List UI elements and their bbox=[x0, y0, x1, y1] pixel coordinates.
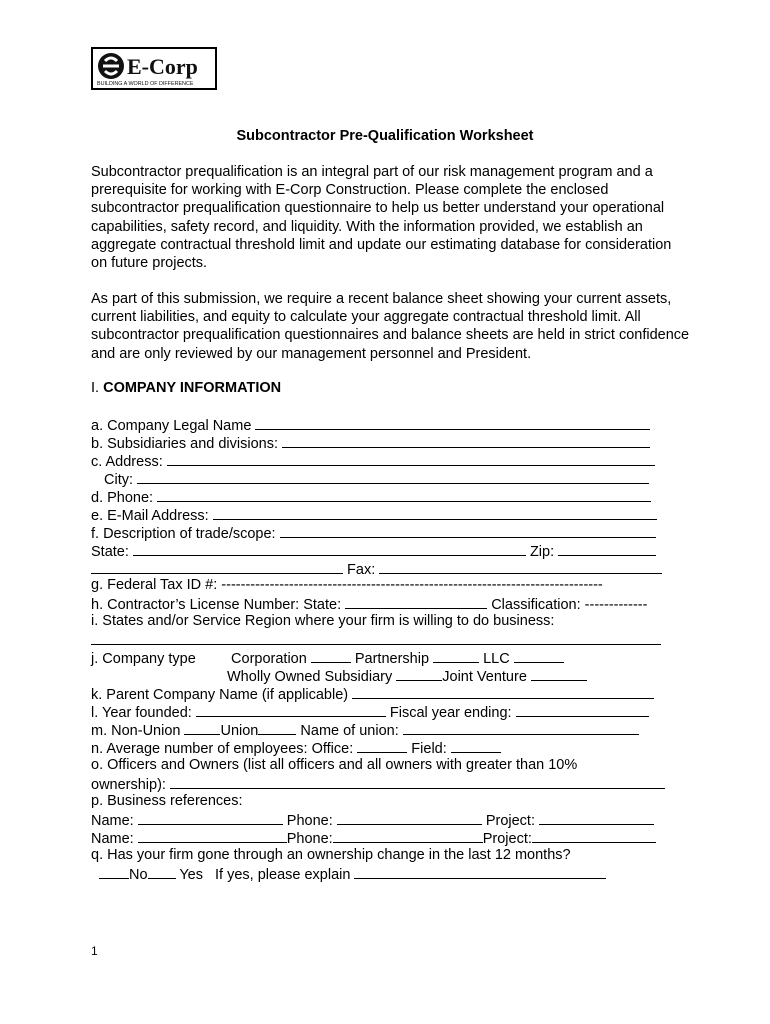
address-field[interactable] bbox=[167, 451, 655, 466]
license-row bbox=[91, 594, 647, 612]
classification-label: Classification: bbox=[491, 597, 581, 613]
parent-company-label: k. Parent Company Name (if applicable) bbox=[91, 687, 349, 703]
logo-tagline: BUILDING A WORLD OF DIFFERENCE bbox=[97, 81, 194, 87]
section-name: COMPANY INFORMATION bbox=[103, 380, 282, 396]
employees-label: n. Average number of employees: Office: bbox=[91, 741, 354, 757]
company-type-row-2 bbox=[227, 666, 587, 684]
references-label: p. Business references: bbox=[91, 793, 243, 809]
subsidiaries-label: b. Subsidiaries and divisions: bbox=[91, 436, 278, 452]
phone-row bbox=[91, 487, 651, 505]
city-label: City: bbox=[104, 472, 133, 488]
ref2-phone-field[interactable] bbox=[333, 828, 483, 843]
subsidiaries-field[interactable] bbox=[282, 433, 650, 448]
email-label: e. E-Mail Address: bbox=[91, 508, 209, 524]
yes-blank[interactable] bbox=[148, 864, 176, 879]
union-label: Union bbox=[220, 723, 259, 739]
page-number: 1 bbox=[91, 944, 98, 958]
license-state-field[interactable] bbox=[345, 594, 487, 609]
intro-paragraph-1: Subcontractor prequalification is an integral part of our risk management program and a prerequisite for working with E-Corp Construction. Please complete the enclosed subcontractor prequalification questionnaire to help us better understand your operational capabilities, safety record, and liquidity. With the information provided, we establish an aggregate contractual threshold limit and update our estimating database for consideration on future projects. bbox=[91, 164, 672, 272]
service-region-label: i. States and/or Service Region where your firm is willing to do business: bbox=[91, 613, 555, 629]
email-row bbox=[91, 505, 657, 523]
no-label: No bbox=[129, 867, 148, 883]
page-title: Subcontractor Pre-Qualification Worksheet bbox=[236, 128, 534, 144]
field-employees-field[interactable] bbox=[451, 738, 501, 753]
state-zip-row bbox=[91, 541, 656, 559]
fax-field[interactable] bbox=[379, 559, 662, 574]
corporation-label: Corporation bbox=[231, 651, 307, 667]
city-field[interactable] bbox=[137, 469, 649, 484]
year-founded-row bbox=[91, 702, 649, 720]
phone-field[interactable] bbox=[157, 487, 651, 502]
trade-row bbox=[91, 523, 656, 541]
ecorp-logo bbox=[91, 47, 217, 90]
union-row bbox=[91, 720, 639, 738]
yes-label: Yes bbox=[179, 867, 203, 883]
partnership-blank[interactable] bbox=[433, 648, 479, 663]
reference-row-1 bbox=[91, 810, 654, 828]
ownership-field[interactable] bbox=[170, 774, 665, 789]
zip-label: Zip: bbox=[529, 544, 555, 560]
union-name-field[interactable] bbox=[403, 720, 639, 735]
intro-paragraph-2: As part of this submission, we require a recent balance sheet showing your current assets, current liabilities, and equity to calculate your aggregate contractual threshold limit. All subcontractor prequalification questionnaires and balance sheets are held in strict confidence and are only reviewed by our management personnel and President. bbox=[91, 291, 690, 362]
ownership-change-answer-row bbox=[99, 864, 606, 882]
ref2-name-field[interactable] bbox=[138, 828, 287, 843]
ref2-phone-label: Phone: bbox=[286, 831, 333, 847]
field-employees-label: Field: bbox=[411, 741, 447, 757]
ref1-phone-field[interactable] bbox=[337, 810, 482, 825]
corporation-blank[interactable] bbox=[311, 648, 351, 663]
ownership-label: ownership): bbox=[91, 777, 166, 793]
address-label: c. Address: bbox=[91, 454, 163, 470]
phone-label: d. Phone: bbox=[91, 490, 154, 506]
fax-row bbox=[91, 559, 662, 577]
llc-blank[interactable] bbox=[514, 648, 564, 663]
ownership-row bbox=[91, 774, 665, 792]
fiscal-year-field[interactable] bbox=[516, 702, 649, 717]
explain-field[interactable] bbox=[354, 864, 606, 879]
officers-label: o. Officers and Owners (list all officers and all owners with greater than 10% bbox=[91, 757, 578, 773]
company-name-field[interactable] bbox=[255, 415, 650, 430]
ref1-name-label: Name: bbox=[91, 813, 134, 829]
parent-company-field[interactable] bbox=[352, 684, 654, 699]
ref1-name-field[interactable] bbox=[138, 810, 283, 825]
company-type-row bbox=[91, 648, 564, 666]
non-union-label: m. Non-Union bbox=[91, 723, 181, 739]
wholly-owned-blank[interactable] bbox=[396, 666, 442, 681]
union-name-label: Name of union: bbox=[300, 723, 399, 739]
partnership-label: Partnership bbox=[354, 651, 430, 667]
no-blank[interactable] bbox=[99, 864, 129, 879]
trade-field[interactable] bbox=[280, 523, 656, 538]
company-type-label: j. Company type bbox=[91, 651, 196, 667]
fax-prefix-field[interactable] bbox=[91, 559, 343, 574]
explain-label: If yes, please explain bbox=[215, 867, 351, 883]
year-founded-field[interactable] bbox=[196, 702, 386, 717]
references-heading-row bbox=[91, 792, 243, 810]
ownership-change-row bbox=[91, 846, 571, 864]
llc-label: LLC bbox=[483, 651, 510, 667]
service-region-row bbox=[91, 612, 554, 630]
company-name-label: a. Company Legal Name bbox=[91, 418, 252, 434]
section-numeral: I. bbox=[91, 380, 100, 396]
address-row bbox=[91, 451, 655, 469]
ref2-name-label: Name: bbox=[91, 831, 134, 847]
wholly-owned-label: Wholly Owned Subsidiary bbox=[227, 669, 393, 685]
logo-brand: E-Corp bbox=[127, 54, 198, 79]
joint-venture-label: Joint Venture bbox=[442, 669, 527, 685]
ref2-project-field[interactable] bbox=[532, 828, 656, 843]
ref1-project-label: Project: bbox=[485, 813, 535, 829]
service-region-field[interactable] bbox=[91, 630, 661, 645]
office-employees-field[interactable] bbox=[357, 738, 407, 753]
state-field[interactable] bbox=[133, 541, 526, 556]
ref1-project-field[interactable] bbox=[539, 810, 654, 825]
fiscal-year-label: Fiscal year ending: bbox=[389, 705, 512, 721]
section-heading bbox=[91, 379, 281, 397]
email-field[interactable] bbox=[213, 505, 657, 520]
joint-venture-blank[interactable] bbox=[531, 666, 587, 681]
year-founded-label: l. Year founded: bbox=[91, 705, 192, 721]
parent-company-row bbox=[91, 684, 654, 702]
service-region-line bbox=[91, 630, 661, 648]
license-label: h. Contractor’s License Number: State: bbox=[91, 597, 342, 613]
state-label: State: bbox=[91, 544, 129, 560]
tax-id-row bbox=[91, 576, 603, 594]
trade-label: f. Description of trade/scope: bbox=[91, 526, 276, 542]
ref1-phone-label: Phone: bbox=[286, 813, 333, 829]
reference-row-2 bbox=[91, 828, 656, 846]
employees-row bbox=[91, 738, 501, 756]
officers-row bbox=[91, 756, 577, 774]
union-blank[interactable] bbox=[258, 720, 296, 735]
ownership-change-label: q. Has your firm gone through an ownership change in the last 12 months? bbox=[91, 847, 571, 863]
ref2-project-label: Project: bbox=[482, 831, 532, 847]
zip-field[interactable] bbox=[558, 541, 656, 556]
city-row bbox=[104, 469, 649, 487]
fax-label: Fax: bbox=[347, 562, 376, 578]
classification-dashes[interactable]: ------------- bbox=[584, 597, 648, 613]
tax-id-label[interactable]: g. Federal Tax ID #: ------------------------------------------------------------------------------- bbox=[91, 577, 603, 593]
company-name-row bbox=[91, 415, 650, 433]
non-union-blank[interactable] bbox=[184, 720, 220, 735]
subsidiaries-row bbox=[91, 433, 650, 451]
